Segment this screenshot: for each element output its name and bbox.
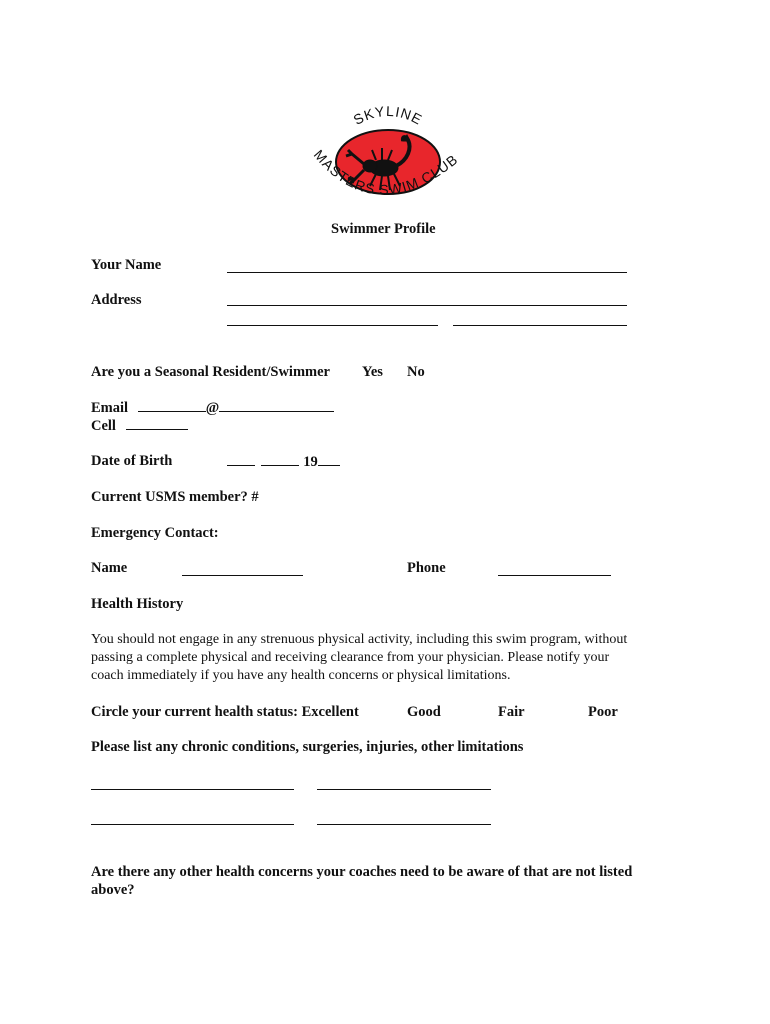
other-concerns-line-1: Are there any other health concerns your coaches need to be aware of that are not listed (91, 864, 633, 880)
seasonal-yes-option[interactable]: Yes (362, 364, 383, 380)
seasonal-no-option[interactable]: No (407, 364, 425, 380)
email-domain-field[interactable] (219, 399, 334, 412)
health-status-fair[interactable]: Fair (498, 704, 525, 720)
cell-field[interactable] (126, 417, 188, 430)
email-at-sign: @ (205, 400, 220, 416)
cell-row (91, 417, 188, 435)
address-label: Address (91, 292, 142, 308)
usms-member-label: Current USMS member? # (91, 489, 259, 505)
page-title: Swimmer Profile (331, 221, 436, 237)
chronic-field-1[interactable] (91, 789, 294, 790)
dob-fields (227, 453, 340, 471)
emergency-name-label: Name (91, 560, 128, 576)
chronic-field-2[interactable] (317, 789, 491, 790)
logo-top-text: SKYLINE (350, 104, 426, 128)
dob-label: Date of Birth (91, 453, 173, 469)
your-name-label: Your Name (91, 257, 162, 273)
emergency-phone-label: Phone (407, 560, 446, 576)
dob-day-field[interactable] (261, 453, 299, 466)
health-status-label: Circle your current health status: Excellent (91, 704, 359, 720)
dob-month-field[interactable] (227, 453, 255, 466)
cell-label: Cell (91, 418, 116, 434)
email-row (91, 399, 334, 417)
chronic-field-3[interactable] (91, 824, 294, 825)
chronic-field-4[interactable] (317, 824, 491, 825)
address-city-field[interactable] (227, 325, 438, 326)
other-concerns-line-2: above? (91, 882, 135, 898)
address-state-zip-field[interactable] (453, 325, 627, 326)
email-user-field[interactable] (138, 399, 206, 412)
chronic-conditions-label: Please list any chronic conditions, surgeries, injuries, other limitations (91, 739, 524, 755)
your-name-field[interactable] (227, 272, 627, 273)
emergency-phone-field[interactable] (498, 575, 611, 576)
address-field-line-1[interactable] (227, 305, 627, 306)
dob-year-field[interactable] (318, 453, 340, 466)
health-history-heading: Health History (91, 596, 184, 612)
emergency-contact-heading: Emergency Contact: (91, 525, 219, 541)
logo-bottom-text: MASTERS SWIM CLUB (310, 146, 461, 198)
emergency-name-field[interactable] (182, 575, 303, 576)
club-logo (308, 104, 468, 216)
email-label: Email (91, 400, 129, 416)
health-paragraph-line-2: passing a complete physical and receiving clearance from your physician. Please notify your (91, 650, 610, 665)
dob-century: 19 (303, 454, 318, 470)
health-status-good[interactable]: Good (407, 704, 441, 720)
health-paragraph-line-3: coach immediately if you have any health concerns or physical limitations. (91, 668, 511, 683)
health-paragraph-line-1: You should not engage in any strenuous physical activity, including this swim program, without (91, 632, 628, 647)
health-status-poor[interactable]: Poor (588, 704, 618, 720)
seasonal-resident-question: Are you a Seasonal Resident/Swimmer (91, 364, 330, 380)
